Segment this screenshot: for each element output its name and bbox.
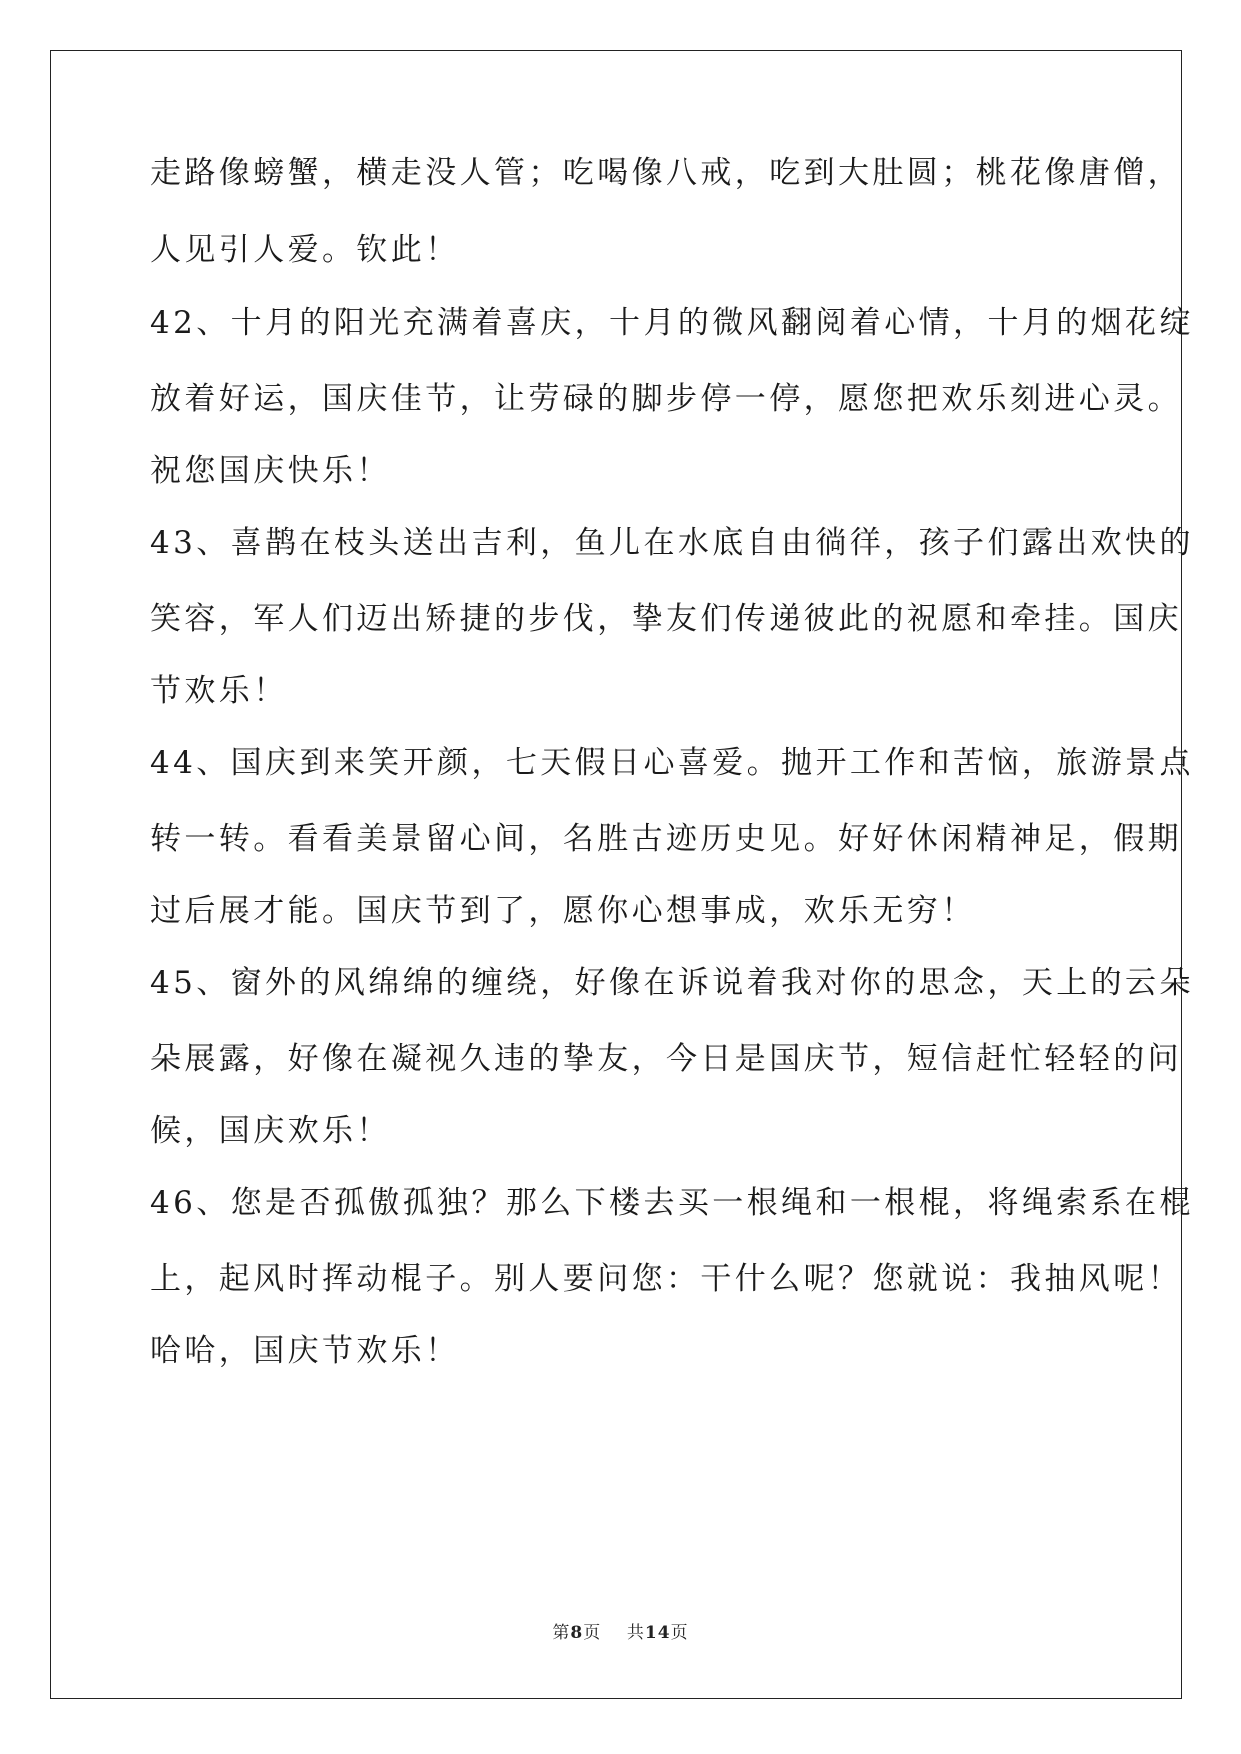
text-line: 人见引人爱。钦此！ [150, 232, 460, 268]
text-line: 节欢乐！ [150, 673, 288, 709]
text-line: 笑容，军人们迈出矫捷的步伐，挚友们传递彼此的祝愿和牵挂。国庆 [150, 601, 1182, 637]
text-line: 放着好运，国庆佳节，让劳碌的脚步停一停，愿您把欢乐刻进心灵。 [150, 381, 1182, 417]
total-prefix: 共 [626, 1623, 645, 1643]
text-line: 上，起风时挥动棍子。别人要问您：干什么呢？您就说：我抽风呢！ [150, 1261, 1182, 1297]
current-page-number: 8 [570, 1623, 584, 1643]
text-line: 转一转。看看美景留心间，名胜古迹历史见。好好休闲精神足，假期 [150, 821, 1182, 857]
page-border [50, 50, 1182, 1699]
text-line: 42、十月的阳光充满着喜庆，十月的微风翻阅着心情，十月的烟花绽 [150, 305, 1194, 341]
text-line: 43、喜鹊在枝头送出吉利，鱼儿在水底自由徜徉，孩子们露出欢快的 [150, 525, 1194, 561]
text-line: 哈哈，国庆节欢乐！ [150, 1333, 460, 1369]
total-pages-number: 14 [644, 1623, 671, 1643]
text-line: 46、您是否孤傲孤独？那么下楼去买一根绳和一根棍，将绳索系在棍 [150, 1185, 1194, 1221]
text-line: 44、国庆到来笑开颜，七天假日心喜爱。抛开工作和苦恼，旅游景点 [150, 745, 1194, 781]
text-line: 祝您国庆快乐！ [150, 453, 391, 489]
page-prefix: 第 [552, 1623, 571, 1643]
total-unit: 页 [670, 1623, 689, 1643]
text-line: 走路像螃蟹，横走没人管；吃喝像八戒，吃到大肚圆；桃花像唐僧， [150, 155, 1182, 191]
text-line: 候，国庆欢乐！ [150, 1113, 391, 1149]
page-unit: 页 [583, 1623, 602, 1643]
text-line: 朵展露，好像在凝视久违的挚友，今日是国庆节，短信赶忙轻轻的问 [150, 1041, 1182, 1077]
text-line: 45、窗外的风绵绵的缠绕，好像在诉说着我对你的思念，天上的云朵 [150, 965, 1194, 1001]
page-number-footer [0, 1618, 1241, 1643]
text-line: 过后展才能。国庆节到了，愿你心想事成，欢乐无穷！ [150, 893, 976, 929]
